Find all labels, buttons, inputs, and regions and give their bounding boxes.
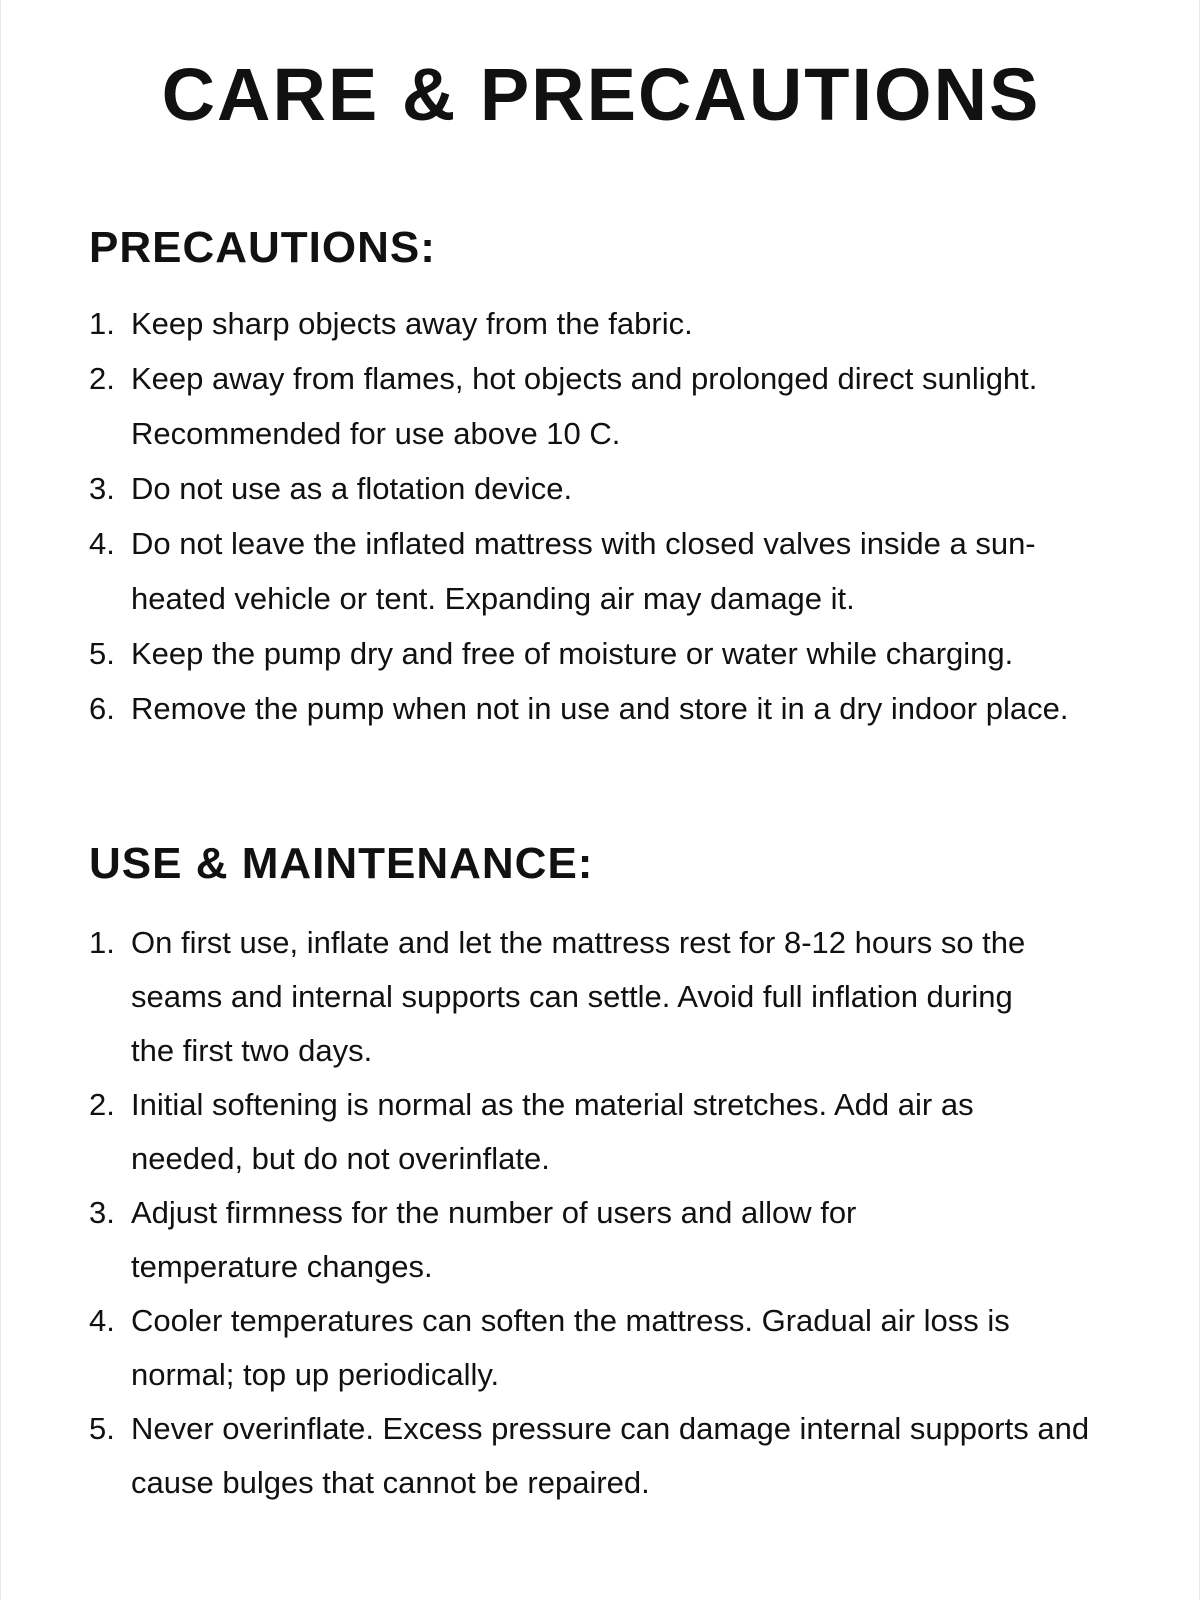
precaution-item-4 bbox=[89, 516, 1061, 626]
list-number: 4. bbox=[89, 1303, 115, 1338]
precaution-item-5 bbox=[89, 626, 1149, 681]
precaution-item-3 bbox=[89, 461, 1149, 516]
list-number: 1. bbox=[89, 925, 115, 960]
list-item-text: Keep the pump dry and free of moisture or water while charging. bbox=[131, 636, 1014, 671]
list-item-text: Initial softening is normal as the material stretches. Add air as needed, but do not overinflate. bbox=[131, 1087, 974, 1176]
page-title: CARE & PRECAUTIONS bbox=[161, 53, 1041, 136]
maintenance-heading: USE & MAINTENANCE: bbox=[89, 839, 594, 888]
list-number: 5. bbox=[89, 636, 115, 671]
list-number: 1. bbox=[89, 306, 115, 341]
list-item-text: Adjust firmness for the number of users and allow for temperature changes. bbox=[131, 1195, 857, 1284]
maintenance-item-4 bbox=[89, 1294, 1091, 1402]
list-item-text: Keep away from flames, hot objects and prolonged direct sunlight. Recommended for use above 10 C. bbox=[131, 361, 1038, 451]
list-number: 2. bbox=[89, 1087, 115, 1122]
list-number: 5. bbox=[89, 1411, 115, 1446]
list-item-text: Remove the pump when not in use and store it in a dry indoor place. bbox=[131, 691, 1069, 726]
precaution-item-1 bbox=[89, 296, 1149, 351]
maintenance-item-1 bbox=[89, 916, 1051, 1078]
list-item-text: Keep sharp objects away from the fabric. bbox=[131, 306, 693, 341]
list-item-text: Never overinflate. Excess pressure can damage internal supports and cause bulges that cannot be repaired. bbox=[131, 1411, 1090, 1500]
precautions-heading: PRECAUTIONS: bbox=[89, 223, 436, 272]
precaution-item-6 bbox=[89, 681, 1149, 736]
precaution-item-2 bbox=[89, 351, 1121, 461]
maintenance-list bbox=[89, 916, 1149, 1510]
list-number: 2. bbox=[89, 361, 115, 396]
precautions-list bbox=[89, 296, 1149, 736]
maintenance-item-5 bbox=[89, 1402, 1101, 1510]
list-number: 3. bbox=[89, 471, 115, 506]
list-item-text: Cooler temperatures can soften the mattress. Gradual air loss is normal; top up periodically. bbox=[131, 1303, 1010, 1392]
list-item-text: Do not leave the inflated mattress with closed valves inside a sun-heated vehicle or tent. Expanding air may damage it. bbox=[131, 526, 1036, 616]
list-item-text: On first use, inflate and let the mattress rest for 8-12 hours so the seams and internal supports can settle. Avoid full inflation during the first two days. bbox=[131, 925, 1026, 1068]
maintenance-item-2 bbox=[89, 1078, 1051, 1186]
list-item-text: Do not use as a flotation device. bbox=[131, 471, 573, 506]
maintenance-item-3 bbox=[89, 1186, 951, 1294]
list-number: 3. bbox=[89, 1195, 115, 1230]
list-number: 4. bbox=[89, 526, 115, 561]
list-number: 6. bbox=[89, 691, 115, 726]
